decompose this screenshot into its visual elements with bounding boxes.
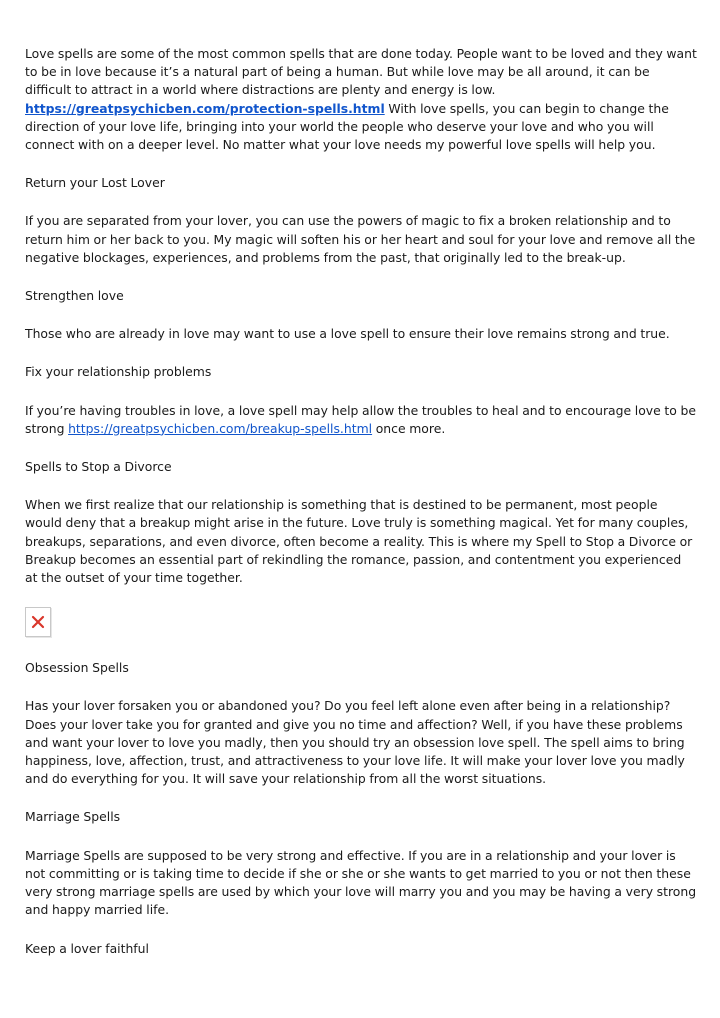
section-heading-stop-divorce: Spells to Stop a Divorce (25, 459, 172, 475)
section-heading-return-lost-lover: Return your Lost Lover (25, 175, 165, 191)
section-body-marriage-spells: Marriage Spells are supposed to be very strong and effective. If you are in a relationship and your lover is not committing or is taking time to decide if she or she or she wants to get married to you or not then these very strong marriage spells are used by which your love will marry you and you may be having a very strong and happy married life. (25, 847, 697, 918)
broken-image-icon (31, 615, 45, 629)
broken-image-placeholder (25, 607, 51, 637)
section-heading-fix-relationship: Fix your relationship problems (25, 364, 212, 380)
intro-text-after-link: With love spells, you can begin to change the direction of your love life, bringing into your world the people who deserve your love and who you will connect with on a deeper level. No matter what your love needs my powerful love spells will help you. (25, 100, 669, 153)
section-heading-obsession-spells: Obsession Spells (25, 660, 129, 676)
breakup-spells-link[interactable]: https://greatpsychicben.com/breakup-spells.html (68, 420, 373, 436)
section-body-strengthen-love: Those who are already in love may want to use a love spell to ensure their love remains strong and true. (25, 326, 670, 342)
intro-paragraph (25, 45, 697, 154)
section-heading-keep-lover-faithful: Keep a lover faithful (25, 940, 149, 956)
fix-relationship-text-after-link: once more. (372, 420, 446, 436)
protection-spells-link[interactable]: https://greatpsychicben.com/protection-spells.html (25, 100, 385, 116)
section-body-obsession-spells: Has your lover forsaken you or abandoned you? Do you feel left alone even after being in a relationship? Does your lover take you for granted and give you no time and affection? Well, if you have these problems and want your lover to love you madly, then you should try an obsession love spell. The spell aims to bring happiness, love, affection, trust, and attractiveness to your love life. It will make your lover love you madly and do everything for you. It will save your relationship from all the worst situations. (25, 698, 685, 787)
section-body-stop-divorce: When we first realize that our relationship is something that is destined to be permanent, most people would deny that a breakup might arise in the future. Love truly is something magical. Yet for many couples, breakups, separations, and even divorce, often become a reality. This is where my Spell to Stop a Divorce or Breakup becomes an essential part of rekindling the romance, passion, and contentment you experienced at the outset of your time together. (25, 497, 693, 586)
fix-relationship-text-before-link: If you’re having troubles in love, a love spell may help allow the troubles to heal and to encourage love to be strong (25, 402, 696, 436)
document-body (25, 45, 697, 978)
section-body-return-lost-lover: If you are separated from your lover, you can use the powers of magic to fix a broken relationship and to return him or her back to you. My magic will soften his or her heart and soul for your love and remove all the negative blockages, experiences, and problems from the past, that originally led to the break-up. (25, 213, 696, 265)
intro-text-before-link: Love spells are some of the most common spells that are done today. People want to be loved and they want to be in love because it’s a natural part of being a human. But while love may be all around, it can be difficult to attract in a world where distractions are plenty and energy is low. (25, 46, 697, 98)
section-heading-strengthen-love: Strengthen love (25, 288, 124, 304)
section-body-fix-relationship (25, 402, 697, 438)
section-heading-marriage-spells: Marriage Spells (25, 809, 121, 825)
